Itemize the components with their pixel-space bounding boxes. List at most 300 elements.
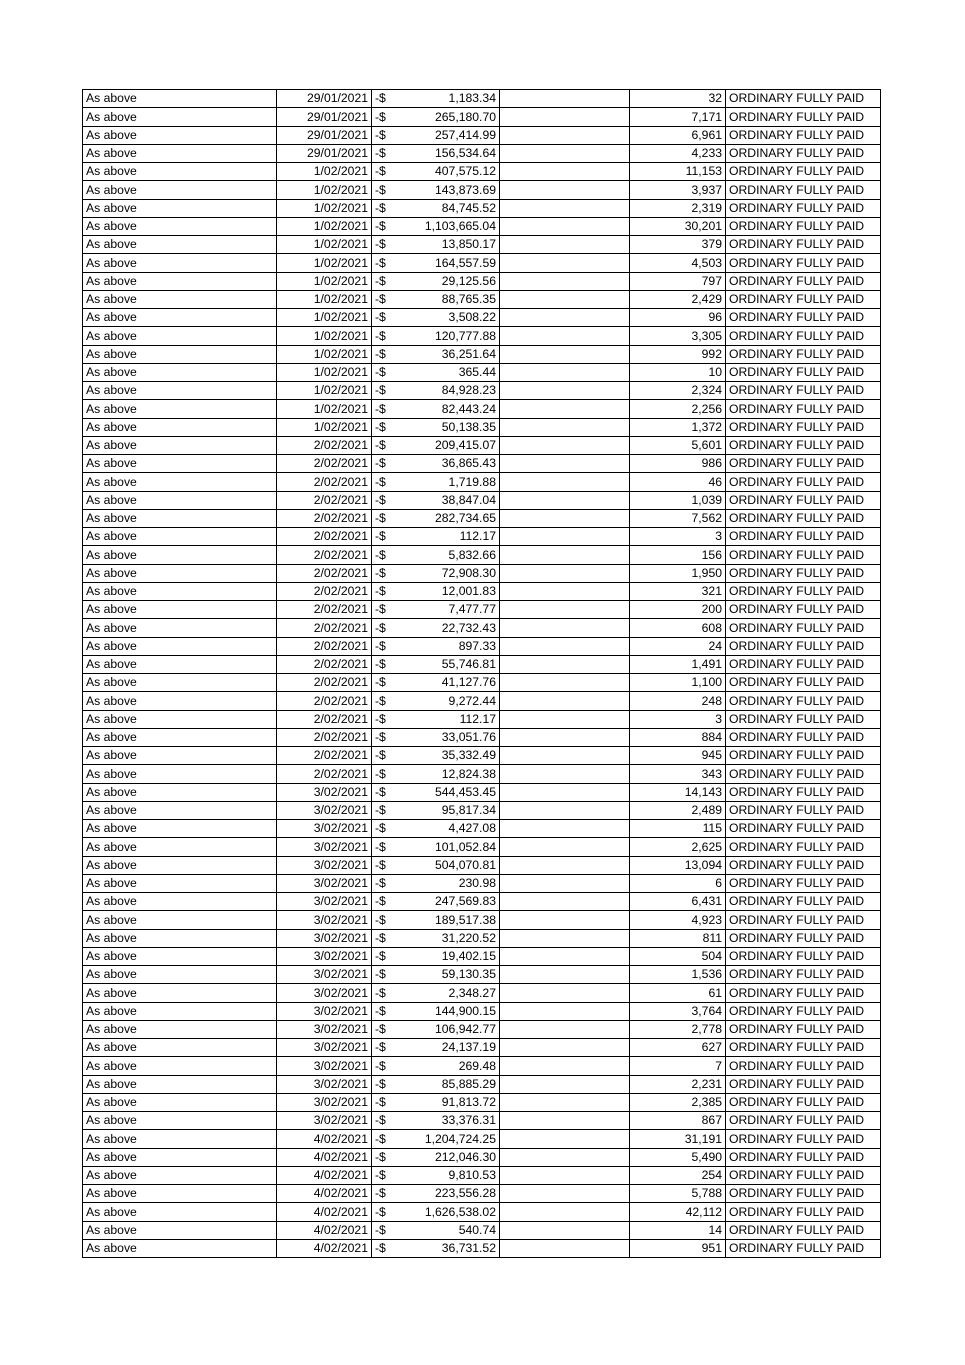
consideration-amount-cell: 85,885.29 — [402, 1075, 500, 1093]
blank-cell — [500, 838, 630, 856]
quantity-cell: 608 — [630, 619, 726, 637]
table-row — [83, 1148, 881, 1166]
security-class-cell: ORDINARY FULLY PAID — [726, 1239, 881, 1257]
currency-cell: -$ — [372, 601, 402, 619]
quantity-cell: 10 — [630, 363, 726, 381]
currency-cell: -$ — [372, 309, 402, 327]
security-class-cell: ORDINARY FULLY PAID — [726, 1057, 881, 1075]
quantity-cell: 4,503 — [630, 254, 726, 272]
holder-name-cell: As above — [83, 1020, 277, 1038]
currency-cell: -$ — [372, 144, 402, 162]
table-row — [83, 1112, 881, 1130]
security-class-cell: ORDINARY FULLY PAID — [726, 181, 881, 199]
date-cell: 1/02/2021 — [277, 217, 372, 235]
consideration-amount-cell: 189,517.38 — [402, 911, 500, 929]
date-cell: 3/02/2021 — [277, 1112, 372, 1130]
blank-cell — [500, 1039, 630, 1057]
holder-name-cell: As above — [83, 1075, 277, 1093]
date-cell: 3/02/2021 — [277, 856, 372, 874]
consideration-amount-cell: 120,777.88 — [402, 327, 500, 345]
table-row — [83, 272, 881, 290]
blank-cell — [500, 619, 630, 637]
currency-cell: -$ — [372, 418, 402, 436]
security-class-cell: ORDINARY FULLY PAID — [726, 801, 881, 819]
currency-cell: -$ — [372, 893, 402, 911]
security-class-cell: ORDINARY FULLY PAID — [726, 1203, 881, 1221]
currency-cell: -$ — [372, 1002, 402, 1020]
date-cell: 29/01/2021 — [277, 108, 372, 126]
holder-name-cell: As above — [83, 254, 277, 272]
consideration-amount-cell: 3,508.22 — [402, 309, 500, 327]
table-row — [83, 108, 881, 126]
date-cell: 2/02/2021 — [277, 582, 372, 600]
security-class-cell: ORDINARY FULLY PAID — [726, 144, 881, 162]
holder-name-cell: As above — [83, 710, 277, 728]
table-row — [83, 1039, 881, 1057]
holder-name-cell: As above — [83, 765, 277, 783]
quantity-cell: 3 — [630, 710, 726, 728]
table-row — [83, 473, 881, 491]
currency-cell: -$ — [372, 181, 402, 199]
quantity-cell: 14 — [630, 1221, 726, 1239]
holder-name-cell: As above — [83, 728, 277, 746]
blank-cell — [500, 893, 630, 911]
currency-cell: -$ — [372, 509, 402, 527]
currency-cell: -$ — [372, 1130, 402, 1148]
blank-cell — [500, 509, 630, 527]
table-row — [83, 801, 881, 819]
quantity-cell: 811 — [630, 929, 726, 947]
date-cell: 4/02/2021 — [277, 1185, 372, 1203]
holder-name-cell: As above — [83, 820, 277, 838]
date-cell: 3/02/2021 — [277, 874, 372, 892]
consideration-amount-cell: 82,443.24 — [402, 400, 500, 418]
holder-name-cell: As above — [83, 1112, 277, 1130]
blank-cell — [500, 674, 630, 692]
security-class-cell: ORDINARY FULLY PAID — [726, 327, 881, 345]
table-row — [83, 747, 881, 765]
security-class-cell: ORDINARY FULLY PAID — [726, 217, 881, 235]
quantity-cell: 945 — [630, 747, 726, 765]
consideration-amount-cell: 12,001.83 — [402, 582, 500, 600]
currency-cell: -$ — [372, 655, 402, 673]
table-row — [83, 382, 881, 400]
consideration-amount-cell: 72,908.30 — [402, 564, 500, 582]
date-cell: 3/02/2021 — [277, 1039, 372, 1057]
security-class-cell: ORDINARY FULLY PAID — [726, 874, 881, 892]
holder-name-cell: As above — [83, 874, 277, 892]
quantity-cell: 627 — [630, 1039, 726, 1057]
table-row — [83, 436, 881, 454]
table-row — [83, 1020, 881, 1038]
consideration-amount-cell: 31,220.52 — [402, 929, 500, 947]
table-row — [83, 1002, 881, 1020]
holder-name-cell: As above — [83, 418, 277, 436]
consideration-amount-cell: 143,873.69 — [402, 181, 500, 199]
date-cell: 2/02/2021 — [277, 674, 372, 692]
date-cell: 1/02/2021 — [277, 309, 372, 327]
blank-cell — [500, 637, 630, 655]
security-class-cell: ORDINARY FULLY PAID — [726, 856, 881, 874]
blank-cell — [500, 1093, 630, 1111]
holder-name-cell: As above — [83, 309, 277, 327]
table-row — [83, 327, 881, 345]
table-row — [83, 163, 881, 181]
consideration-amount-cell: 257,414.99 — [402, 126, 500, 144]
date-cell: 2/02/2021 — [277, 546, 372, 564]
blank-cell — [500, 1057, 630, 1075]
blank-cell — [500, 1239, 630, 1257]
quantity-cell: 504 — [630, 947, 726, 965]
security-class-cell: ORDINARY FULLY PAID — [726, 436, 881, 454]
blank-cell — [500, 236, 630, 254]
quantity-cell: 115 — [630, 820, 726, 838]
blank-cell — [500, 728, 630, 746]
currency-cell: -$ — [372, 1039, 402, 1057]
date-cell: 3/02/2021 — [277, 984, 372, 1002]
consideration-amount-cell: 106,942.77 — [402, 1020, 500, 1038]
blank-cell — [500, 929, 630, 947]
blank-cell — [500, 582, 630, 600]
quantity-cell: 1,039 — [630, 491, 726, 509]
quantity-cell: 42,112 — [630, 1203, 726, 1221]
date-cell: 1/02/2021 — [277, 418, 372, 436]
holder-name-cell: As above — [83, 838, 277, 856]
currency-cell: -$ — [372, 1239, 402, 1257]
blank-cell — [500, 400, 630, 418]
security-class-cell: ORDINARY FULLY PAID — [726, 1112, 881, 1130]
quantity-cell: 1,100 — [630, 674, 726, 692]
date-cell: 1/02/2021 — [277, 327, 372, 345]
security-class-cell: ORDINARY FULLY PAID — [726, 363, 881, 381]
quantity-cell: 254 — [630, 1166, 726, 1184]
blank-cell — [500, 1130, 630, 1148]
consideration-amount-cell: 35,332.49 — [402, 747, 500, 765]
table-row — [83, 309, 881, 327]
blank-cell — [500, 692, 630, 710]
consideration-amount-cell: 504,070.81 — [402, 856, 500, 874]
date-cell: 2/02/2021 — [277, 455, 372, 473]
quantity-cell: 6 — [630, 874, 726, 892]
holder-name-cell: As above — [83, 382, 277, 400]
table-row — [83, 126, 881, 144]
security-class-cell: ORDINARY FULLY PAID — [726, 728, 881, 746]
security-class-cell: ORDINARY FULLY PAID — [726, 747, 881, 765]
holder-name-cell: As above — [83, 747, 277, 765]
currency-cell: -$ — [372, 966, 402, 984]
security-class-cell: ORDINARY FULLY PAID — [726, 564, 881, 582]
transactions-table-body — [83, 90, 881, 1258]
quantity-cell: 2,489 — [630, 801, 726, 819]
consideration-amount-cell: 1,204,724.25 — [402, 1130, 500, 1148]
consideration-amount-cell: 209,415.07 — [402, 436, 500, 454]
security-class-cell: ORDINARY FULLY PAID — [726, 546, 881, 564]
currency-cell: -$ — [372, 710, 402, 728]
holder-name-cell: As above — [83, 181, 277, 199]
blank-cell — [500, 710, 630, 728]
table-row — [83, 619, 881, 637]
date-cell: 3/02/2021 — [277, 783, 372, 801]
security-class-cell: ORDINARY FULLY PAID — [726, 1221, 881, 1239]
table-row — [83, 1130, 881, 1148]
holder-name-cell: As above — [83, 272, 277, 290]
quantity-cell: 4,923 — [630, 911, 726, 929]
quantity-cell: 1,491 — [630, 655, 726, 673]
holder-name-cell: As above — [83, 1057, 277, 1075]
currency-cell: -$ — [372, 345, 402, 363]
consideration-amount-cell: 55,746.81 — [402, 655, 500, 673]
consideration-amount-cell: 36,865.43 — [402, 455, 500, 473]
quantity-cell: 1,950 — [630, 564, 726, 582]
blank-cell — [500, 1002, 630, 1020]
consideration-amount-cell: 50,138.35 — [402, 418, 500, 436]
security-class-cell: ORDINARY FULLY PAID — [726, 637, 881, 655]
blank-cell — [500, 254, 630, 272]
security-class-cell: ORDINARY FULLY PAID — [726, 309, 881, 327]
consideration-amount-cell: 112.17 — [402, 710, 500, 728]
currency-cell: -$ — [372, 126, 402, 144]
holder-name-cell: As above — [83, 327, 277, 345]
currency-cell: -$ — [372, 1166, 402, 1184]
date-cell: 3/02/2021 — [277, 1093, 372, 1111]
holder-name-cell: As above — [83, 199, 277, 217]
holder-name-cell: As above — [83, 619, 277, 637]
date-cell: 2/02/2021 — [277, 765, 372, 783]
currency-cell: -$ — [372, 911, 402, 929]
consideration-amount-cell: 88,765.35 — [402, 290, 500, 308]
blank-cell — [500, 491, 630, 509]
blank-cell — [500, 309, 630, 327]
security-class-cell: ORDINARY FULLY PAID — [726, 163, 881, 181]
blank-cell — [500, 801, 630, 819]
holder-name-cell: As above — [83, 801, 277, 819]
currency-cell: -$ — [372, 546, 402, 564]
date-cell: 2/02/2021 — [277, 528, 372, 546]
holder-name-cell: As above — [83, 528, 277, 546]
security-class-cell: ORDINARY FULLY PAID — [726, 1002, 881, 1020]
quantity-cell: 31,191 — [630, 1130, 726, 1148]
security-class-cell: ORDINARY FULLY PAID — [726, 345, 881, 363]
table-row — [83, 674, 881, 692]
date-cell: 3/02/2021 — [277, 1002, 372, 1020]
date-cell: 2/02/2021 — [277, 710, 372, 728]
currency-cell: -$ — [372, 619, 402, 637]
security-class-cell: ORDINARY FULLY PAID — [726, 491, 881, 509]
date-cell: 1/02/2021 — [277, 163, 372, 181]
quantity-cell: 2,319 — [630, 199, 726, 217]
date-cell: 3/02/2021 — [277, 1075, 372, 1093]
currency-cell: -$ — [372, 327, 402, 345]
table-row — [83, 582, 881, 600]
blank-cell — [500, 820, 630, 838]
currency-cell: -$ — [372, 856, 402, 874]
blank-cell — [500, 181, 630, 199]
blank-cell — [500, 108, 630, 126]
table-row — [83, 911, 881, 929]
holder-name-cell: As above — [83, 1239, 277, 1257]
blank-cell — [500, 546, 630, 564]
consideration-amount-cell: 19,402.15 — [402, 947, 500, 965]
date-cell: 2/02/2021 — [277, 747, 372, 765]
security-class-cell: ORDINARY FULLY PAID — [726, 528, 881, 546]
blank-cell — [500, 984, 630, 1002]
currency-cell: -$ — [372, 1020, 402, 1038]
quantity-cell: 24 — [630, 637, 726, 655]
table-row — [83, 564, 881, 582]
consideration-amount-cell: 41,127.76 — [402, 674, 500, 692]
security-class-cell: ORDINARY FULLY PAID — [726, 382, 881, 400]
blank-cell — [500, 747, 630, 765]
date-cell: 2/02/2021 — [277, 601, 372, 619]
holder-name-cell: As above — [83, 1039, 277, 1057]
table-row — [83, 199, 881, 217]
quantity-cell: 156 — [630, 546, 726, 564]
table-row — [83, 1185, 881, 1203]
holder-name-cell: As above — [83, 473, 277, 491]
currency-cell: -$ — [372, 929, 402, 947]
date-cell: 4/02/2021 — [277, 1221, 372, 1239]
holder-name-cell: As above — [83, 601, 277, 619]
table-row — [83, 637, 881, 655]
consideration-amount-cell: 1,719.88 — [402, 473, 500, 491]
currency-cell: -$ — [372, 363, 402, 381]
table-row — [83, 984, 881, 1002]
date-cell: 4/02/2021 — [277, 1166, 372, 1184]
blank-cell — [500, 1075, 630, 1093]
consideration-amount-cell: 7,477.77 — [402, 601, 500, 619]
date-cell: 3/02/2021 — [277, 1020, 372, 1038]
table-row — [83, 728, 881, 746]
security-class-cell: ORDINARY FULLY PAID — [726, 893, 881, 911]
currency-cell: -$ — [372, 290, 402, 308]
holder-name-cell: As above — [83, 1148, 277, 1166]
date-cell: 4/02/2021 — [277, 1130, 372, 1148]
blank-cell — [500, 601, 630, 619]
blank-cell — [500, 655, 630, 673]
holder-name-cell: As above — [83, 1093, 277, 1111]
holder-name-cell: As above — [83, 108, 277, 126]
quantity-cell: 7,562 — [630, 509, 726, 527]
security-class-cell: ORDINARY FULLY PAID — [726, 1075, 881, 1093]
consideration-amount-cell: 540.74 — [402, 1221, 500, 1239]
date-cell: 1/02/2021 — [277, 254, 372, 272]
blank-cell — [500, 90, 630, 108]
quantity-cell: 61 — [630, 984, 726, 1002]
quantity-cell: 6,961 — [630, 126, 726, 144]
blank-cell — [500, 272, 630, 290]
currency-cell: -$ — [372, 400, 402, 418]
date-cell: 3/02/2021 — [277, 929, 372, 947]
security-class-cell: ORDINARY FULLY PAID — [726, 619, 881, 637]
quantity-cell: 2,429 — [630, 290, 726, 308]
consideration-amount-cell: 29,125.56 — [402, 272, 500, 290]
consideration-amount-cell: 247,569.83 — [402, 893, 500, 911]
currency-cell: -$ — [372, 838, 402, 856]
security-class-cell: ORDINARY FULLY PAID — [726, 455, 881, 473]
date-cell: 3/02/2021 — [277, 966, 372, 984]
holder-name-cell: As above — [83, 783, 277, 801]
security-class-cell: ORDINARY FULLY PAID — [726, 290, 881, 308]
security-class-cell: ORDINARY FULLY PAID — [726, 655, 881, 673]
quantity-cell: 2,778 — [630, 1020, 726, 1038]
currency-cell: -$ — [372, 163, 402, 181]
date-cell: 29/01/2021 — [277, 144, 372, 162]
table-row — [83, 929, 881, 947]
currency-cell: -$ — [372, 984, 402, 1002]
security-class-cell: ORDINARY FULLY PAID — [726, 984, 881, 1002]
quantity-cell: 5,490 — [630, 1148, 726, 1166]
table-row — [83, 947, 881, 965]
holder-name-cell: As above — [83, 984, 277, 1002]
date-cell: 4/02/2021 — [277, 1203, 372, 1221]
date-cell: 1/02/2021 — [277, 400, 372, 418]
holder-name-cell: As above — [83, 1185, 277, 1203]
quantity-cell: 30,201 — [630, 217, 726, 235]
holder-name-cell: As above — [83, 400, 277, 418]
currency-cell: -$ — [372, 473, 402, 491]
table-row — [83, 1057, 881, 1075]
table-row — [83, 765, 881, 783]
consideration-amount-cell: 84,745.52 — [402, 199, 500, 217]
quantity-cell: 32 — [630, 90, 726, 108]
quantity-cell: 13,094 — [630, 856, 726, 874]
table-row — [83, 528, 881, 546]
security-class-cell: ORDINARY FULLY PAID — [726, 1166, 881, 1184]
date-cell: 3/02/2021 — [277, 911, 372, 929]
table-row — [83, 217, 881, 235]
currency-cell: -$ — [372, 436, 402, 454]
holder-name-cell: As above — [83, 893, 277, 911]
blank-cell — [500, 418, 630, 436]
table-row — [83, 820, 881, 838]
currency-cell: -$ — [372, 1075, 402, 1093]
security-class-cell: ORDINARY FULLY PAID — [726, 108, 881, 126]
currency-cell: -$ — [372, 783, 402, 801]
holder-name-cell: As above — [83, 455, 277, 473]
table-row — [83, 509, 881, 527]
date-cell: 1/02/2021 — [277, 382, 372, 400]
blank-cell — [500, 1112, 630, 1130]
consideration-amount-cell: 91,813.72 — [402, 1093, 500, 1111]
blank-cell — [500, 911, 630, 929]
quantity-cell: 2,256 — [630, 400, 726, 418]
consideration-amount-cell: 212,046.30 — [402, 1148, 500, 1166]
security-class-cell: ORDINARY FULLY PAID — [726, 692, 881, 710]
consideration-amount-cell: 84,928.23 — [402, 382, 500, 400]
table-row — [83, 893, 881, 911]
quantity-cell: 379 — [630, 236, 726, 254]
consideration-amount-cell: 230.98 — [402, 874, 500, 892]
holder-name-cell: As above — [83, 163, 277, 181]
holder-name-cell: As above — [83, 582, 277, 600]
date-cell: 2/02/2021 — [277, 655, 372, 673]
quantity-cell: 1,372 — [630, 418, 726, 436]
holder-name-cell: As above — [83, 546, 277, 564]
blank-cell — [500, 966, 630, 984]
table-row — [83, 181, 881, 199]
date-cell: 29/01/2021 — [277, 126, 372, 144]
security-class-cell: ORDINARY FULLY PAID — [726, 1039, 881, 1057]
currency-cell: -$ — [372, 236, 402, 254]
date-cell: 1/02/2021 — [277, 363, 372, 381]
date-cell: 3/02/2021 — [277, 893, 372, 911]
table-row — [83, 254, 881, 272]
consideration-amount-cell: 407,575.12 — [402, 163, 500, 181]
currency-cell: -$ — [372, 199, 402, 217]
currency-cell: -$ — [372, 1148, 402, 1166]
quantity-cell: 14,143 — [630, 783, 726, 801]
table-row — [83, 290, 881, 308]
